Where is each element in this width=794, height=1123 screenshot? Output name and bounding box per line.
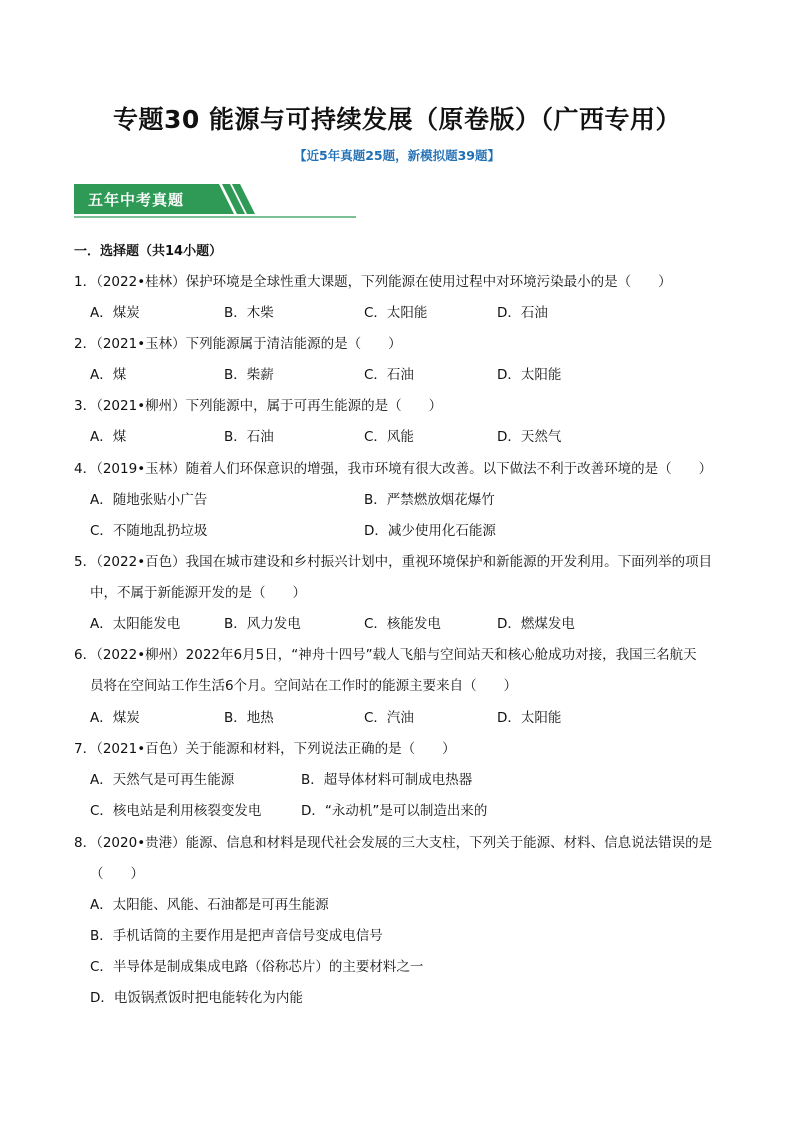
option: B．木柴 (224, 305, 274, 321)
question-stem: 3．（2021•柳州）下列能源中，属于可再生能源的是（ ） (74, 398, 443, 414)
option: D．“永动机”是可以制造出来的 (301, 803, 488, 819)
question-stem: 7．（2021•百色）关于能源和材料，下列说法正确的是（ ） (74, 741, 456, 757)
option: D．太阳能 (497, 367, 562, 383)
option: D．减少使用化石能源 (364, 523, 496, 539)
section-heading: 一．选择题（共14小题） (74, 244, 223, 259)
option: A．煤 (90, 429, 127, 445)
question-stem-cont: （ ） (90, 866, 144, 882)
option: D．石油 (497, 305, 548, 321)
option: B．石油 (224, 429, 274, 445)
section-banner (74, 182, 356, 220)
option: C．不随地乱扔垃圾 (90, 523, 208, 539)
page-title: 专题30 能源与可持续发展（原卷版）（广西专用） (113, 105, 681, 134)
option: A．煤炭 (90, 305, 140, 321)
option: D．电饭锅煮饭时把电能转化为内能 (90, 990, 303, 1006)
option: B．柴薪 (224, 367, 274, 383)
question-stem: 1．（2022•桂林）保护环境是全球性重大课题，下列能源在使用过程中对环境污染最小的是（ ） (74, 274, 672, 290)
option: D．燃煤发电 (497, 616, 575, 632)
option: C．核能发电 (364, 616, 441, 632)
option: A．天然气是可再生能源 (90, 772, 235, 788)
option: B．超导体材料可制成电热器 (301, 772, 473, 788)
banner-text: 五年中考真题 (88, 191, 185, 209)
option: B．地热 (224, 710, 274, 726)
question-stem: 2．（2021•玉林）下列能源属于清洁能源的是（ ） (74, 336, 402, 352)
option: D．太阳能 (497, 710, 562, 726)
option: B．严禁燃放烟花爆竹 (364, 492, 495, 508)
option: C．核电站是利用核裂变发电 (90, 803, 262, 819)
option: C．太阳能 (364, 305, 428, 321)
option: B．手机话筒的主要作用是把声音信号变成电信号 (90, 928, 383, 944)
question-stem: 6．（2022•柳州）2022年6月5日，“神舟十四号”载人飞船与空间站天和核心舱成功对接，我国三名航天 (74, 647, 697, 663)
option: A．太阳能、风能、石油都是可再生能源 (90, 897, 329, 913)
question-stem-cont: 中，不属于新能源开发的是（ ） (90, 585, 306, 601)
option: A．太阳能发电 (90, 616, 181, 632)
option: C．风能 (364, 429, 414, 445)
option: A．随地张贴小广告 (90, 492, 208, 508)
question-stem: 8．（2020•贵港）能源、信息和材料是现代社会发展的三大支柱，下列关于能源、材料、信息说法错误的是 (74, 835, 713, 851)
subtitle: 【近5年真题25题，新模拟题39题】 (294, 148, 500, 163)
option: C．半导体是制成集成电路（俗称芯片）的主要材料之一 (90, 959, 424, 975)
question-stem-cont: 员将在空间站工作生活6个月。空间站在工作时的能源主要来自（ ） (90, 678, 518, 694)
option: C．石油 (364, 367, 414, 383)
option: C．汽油 (364, 710, 414, 726)
option: A．煤 (90, 367, 127, 383)
option: B．风力发电 (224, 616, 301, 632)
option: A．煤炭 (90, 710, 140, 726)
question-stem: 5．（2022•百色）我国在城市建设和乡村振兴计划中，重视环境保护和新能源的开发利用。下面列举的项目 (74, 554, 713, 570)
question-stem: 4．（2019•玉林）随着人们环保意识的增强，我市环境有很大改善。以下做法不利于改善环境的是（ ） (74, 461, 713, 477)
option: D．天然气 (497, 429, 562, 445)
